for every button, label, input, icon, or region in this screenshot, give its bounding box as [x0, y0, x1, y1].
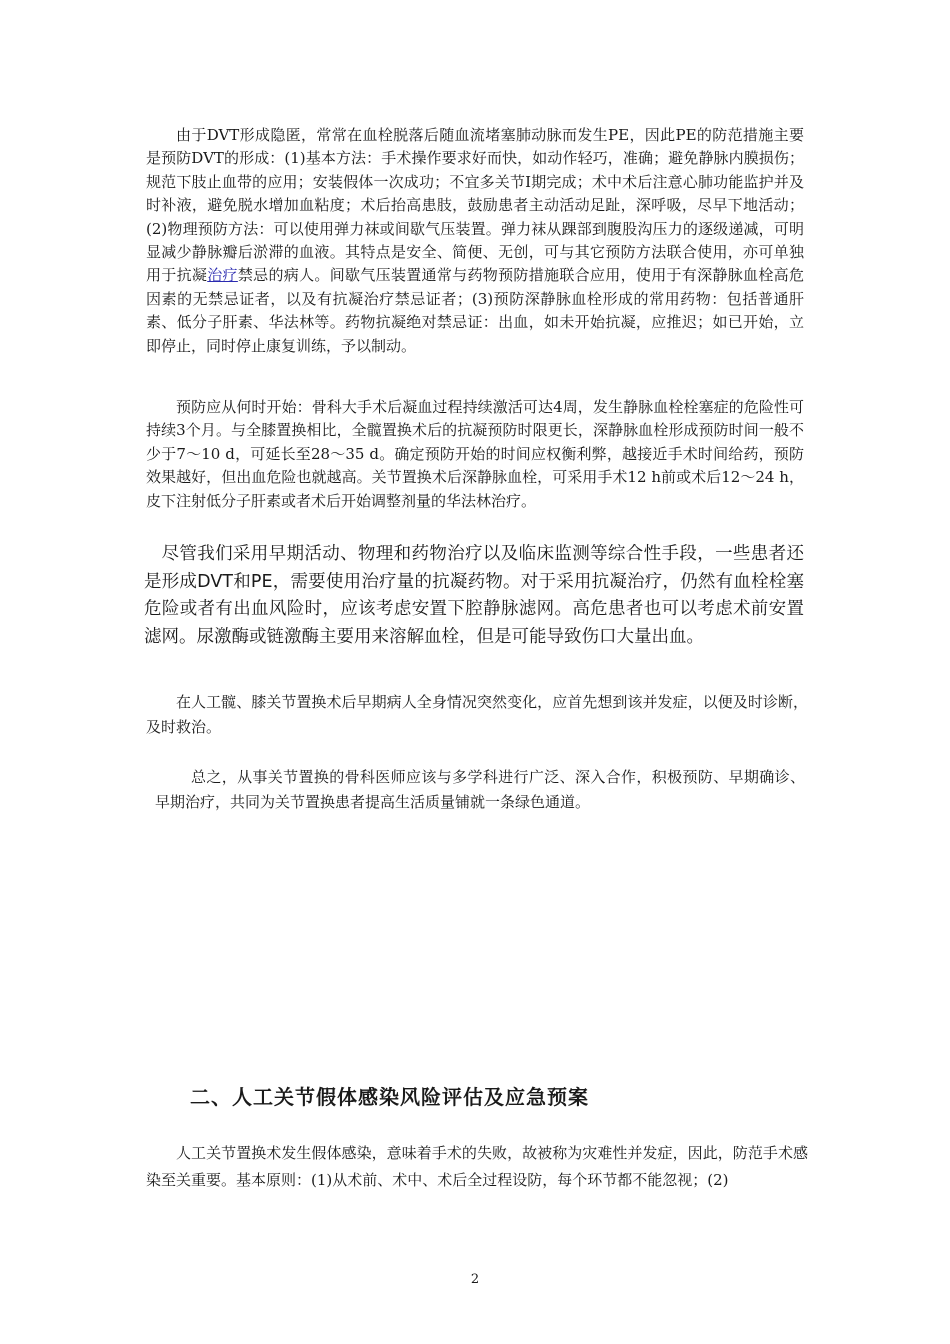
link-treatment[interactable]: 治疗 [207, 266, 238, 285]
paragraph-summary: 总之，从事关节置换的骨科医师应该与多学科进行广泛、深入合作，积极预防、早期确诊、早期治疗，共同为关节置换患者提高生活质量铺就一条绿色通道。 [155, 768, 805, 811]
paragraph-infection-intro: 人工关节置换术发生假体感染，意味着手术的失败，故被称为灾难性并发症，因此，防范手术感染至关重要。基本原则：(1)从术前、术中、术后全过程设防，每个环节都不能忽视；(2) [146, 1144, 808, 1189]
section-heading: 二、人工关节假体感染风险评估及应急预案 [190, 1085, 589, 1109]
paragraph-prevention-timing: 预防应从何时开始：骨科大手术后凝血过程持续激活可达4周，发生静脉血栓栓塞症的危险性可持续3个月。与全膝置换相比，全髋置换术后的抗凝预防时限更长，深静脉血栓形成预防时间一般不少于7～10 d，可延长至28～35 d。确定预防开始的时间应权衡利弊，越接近手术时间给药，预防效果越好，但出血危险也就越高。关节置换术后深静脉血栓，可采用手术12 h前或术后12～24 h，皮下注射低分子肝素或者术后开始调整剂量的华法林治疗。 [146, 398, 804, 510]
paragraph-text: 由于DVT形成隐匿，常常在血栓脱落后随血流堵塞肺动脉而发生PE，因此PE的防范措施主要是预防DVT的形成：(1)基本方法：手术操作要求好而快，如动作轻巧，准确；避免静脉内膜损伤；规范下肢止血带的应用；安装假体一次成功；不宜多关节Ⅰ期完成；术中术后注意心肺功能监护并及时补液，避免脱水增加血粘度；术后抬高患肢，鼓励患者主动活动足趾，深呼吸，尽早下地活动；(2)物理预防方法：可以使用弹力袜或间歇气压装置。弹力袜从踝部到腹股沟压力的逐级递减，可明显减少静脉瓣后淤滞的血液。其特点是安全、简便、无创，可与其它预防方法联合使用，亦可单独用于抗凝 [146, 126, 804, 285]
paragraph-early-diagnosis: 在人工髋、膝关节置换术后早期病人全身情况突然变化，应首先想到该并发症，以便及时诊断，及时救治。 [146, 693, 808, 736]
paragraph-anticoagulation: 尽管我们采用早期活动、物理和药物治疗以及临床监测等综合性手段，一些患者还是形成DVT和PE，需要使用治疗量的抗凝药物。对于采用抗凝治疗，仍然有血栓栓塞危险或者有出血风险时，应该考虑安置下腔静脉滤网。高危患者也可以考虑术前安置滤网。尿激酶或链激酶主要用来溶解血栓，但是可能导致伤口大量出血。 [144, 544, 804, 647]
paragraph-text: 禁忌的病人。间歇气压装置通常与药物预防措施联合应用，使用于有深静脉血栓高危因素的无禁忌证者，以及有抗凝治疗禁忌证者；(3)预防深静脉血栓形成的常用药物：包括普通肝素、低分子肝素、华法林等。药物抗凝绝对禁忌证：出血，如未开始抗凝，应推迟；如已开始，立即停止，同时停止康复训练，予以制动。 [146, 266, 804, 355]
page-number: 2 [470, 1272, 480, 1287]
paragraph-dvt-prevention [146, 124, 804, 358]
